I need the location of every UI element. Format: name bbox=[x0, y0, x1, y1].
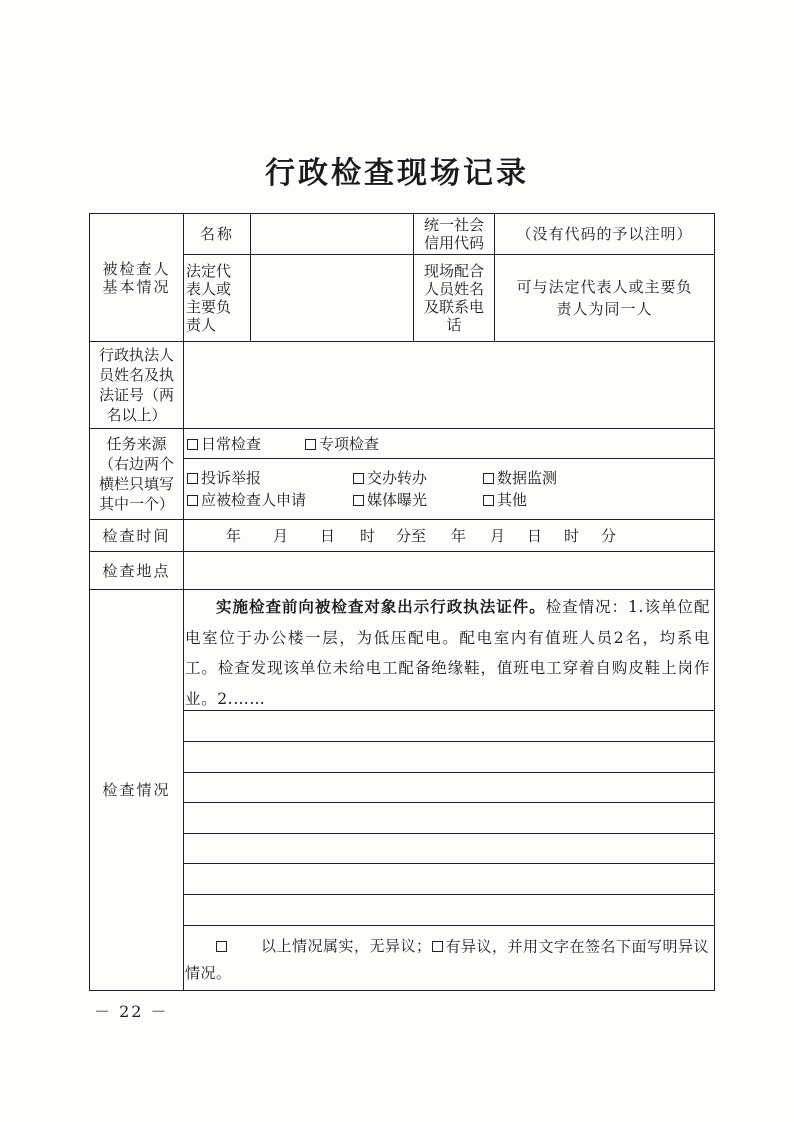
checkbox-party-request[interactable]: 应被检查人申请 bbox=[187, 491, 353, 509]
inspection-location-label: 检查地点 bbox=[102, 561, 171, 580]
checkbox-data-monitoring[interactable]: 数据监测 bbox=[483, 469, 557, 487]
checkbox-icon bbox=[216, 941, 227, 952]
checkbox-complaint-report[interactable]: 投诉举报 bbox=[187, 469, 353, 487]
divider-task-inner bbox=[183, 458, 715, 459]
task-source-row2 bbox=[187, 467, 707, 511]
checkbox-assigned-transfer[interactable]: 交办转办 bbox=[353, 469, 483, 487]
officers-field[interactable] bbox=[184, 342, 714, 428]
checkbox-icon bbox=[353, 473, 364, 484]
legal-rep-label: 法定代 表人或 主要负 责人 bbox=[186, 262, 232, 334]
checkbox-icon bbox=[483, 495, 494, 506]
checkbox-has-objection[interactable] bbox=[432, 938, 446, 956]
ruled-line bbox=[183, 802, 715, 803]
time-unit-hour: 时 bbox=[564, 526, 580, 545]
checkbox-icon bbox=[187, 439, 198, 450]
inspection-status-body: 检查情况：1.该单位配电室位于办公楼一层，为低压配电。配电室内有值班人员2名，均系电工。检查发现该单位未给电工配备绝缘鞋，值班电工穿着自购皮鞋上岗作业。2.…… bbox=[185, 598, 710, 708]
time-unit-minute: 分 bbox=[601, 526, 617, 545]
onsite-contact-label: 现场配合 人员姓名 及联系电 话 bbox=[423, 262, 484, 334]
ruled-line bbox=[183, 833, 715, 834]
time-unit-hour: 时 bbox=[360, 526, 376, 545]
ruled-line bbox=[183, 925, 715, 926]
checkbox-icon bbox=[187, 473, 198, 484]
credit-code-label: 统一社会 信用代码 bbox=[423, 216, 484, 252]
inspection-status-label: 检查情况 bbox=[102, 781, 171, 799]
ruled-line bbox=[183, 894, 715, 895]
time-unit-day: 日 bbox=[320, 526, 336, 545]
time-unit-minute-to: 分至 bbox=[396, 526, 427, 545]
inspection-status-lead: 实施检查前向被检查对象出示行政执法证件。 bbox=[216, 597, 546, 616]
time-unit-year: 年 bbox=[226, 526, 242, 545]
checkbox-routine-inspection[interactable]: 日常检查 bbox=[187, 435, 305, 453]
credit-code-note[interactable]: （没有代码的予以注明） bbox=[516, 225, 693, 243]
inspection-location-field[interactable] bbox=[184, 552, 714, 589]
checkbox-other[interactable]: 其他 bbox=[483, 491, 527, 509]
onsite-contact-note[interactable]: 可与法定代表人或主要负 责人为同一人 bbox=[516, 278, 693, 318]
time-unit-month: 月 bbox=[273, 526, 289, 545]
checkbox-no-objection[interactable]: 以上情况属实，无异议； bbox=[216, 933, 432, 959]
legal-rep-field[interactable] bbox=[251, 255, 413, 341]
inspection-status-text[interactable] bbox=[185, 592, 710, 714]
time-unit-month: 月 bbox=[490, 526, 506, 545]
inspection-time-field[interactable] bbox=[184, 520, 714, 551]
ruled-line bbox=[183, 741, 715, 742]
checkbox-icon bbox=[187, 495, 198, 506]
checkbox-media-exposure[interactable]: 媒体曝光 bbox=[353, 491, 483, 509]
checkbox-icon bbox=[483, 473, 494, 484]
page-number: － 22 － bbox=[94, 1002, 169, 1021]
inspection-record-form bbox=[89, 213, 715, 991]
inspected-party-label: 被检查人 基本情况 bbox=[102, 259, 171, 296]
page-title: 行政检查现场记录 bbox=[265, 156, 529, 191]
officers-label: 行政执法人 员姓名及执 法证号（两 名以上） bbox=[98, 346, 174, 424]
objection-instruction: 有异议，并用文字在签名下面写明异议情况。 bbox=[185, 937, 710, 982]
checkbox-icon bbox=[305, 439, 316, 450]
name-field[interactable] bbox=[251, 214, 413, 254]
checkbox-icon bbox=[353, 495, 364, 506]
time-unit-day: 日 bbox=[527, 526, 543, 545]
checkbox-icon bbox=[432, 941, 443, 952]
name-label: 名称 bbox=[199, 225, 234, 243]
checkbox-special-inspection[interactable]: 专项检查 bbox=[305, 435, 379, 453]
ruled-line bbox=[183, 772, 715, 773]
time-unit-year: 年 bbox=[451, 526, 467, 545]
confirmation-statement bbox=[185, 933, 710, 986]
task-source-row1 bbox=[187, 433, 707, 455]
inspection-time-label: 检查时间 bbox=[102, 526, 171, 545]
table-border-right bbox=[714, 213, 715, 991]
ruled-line bbox=[183, 863, 715, 864]
task-source-label: 任务来源 （右边两个 横栏只填写 其中一个） bbox=[98, 435, 174, 513]
